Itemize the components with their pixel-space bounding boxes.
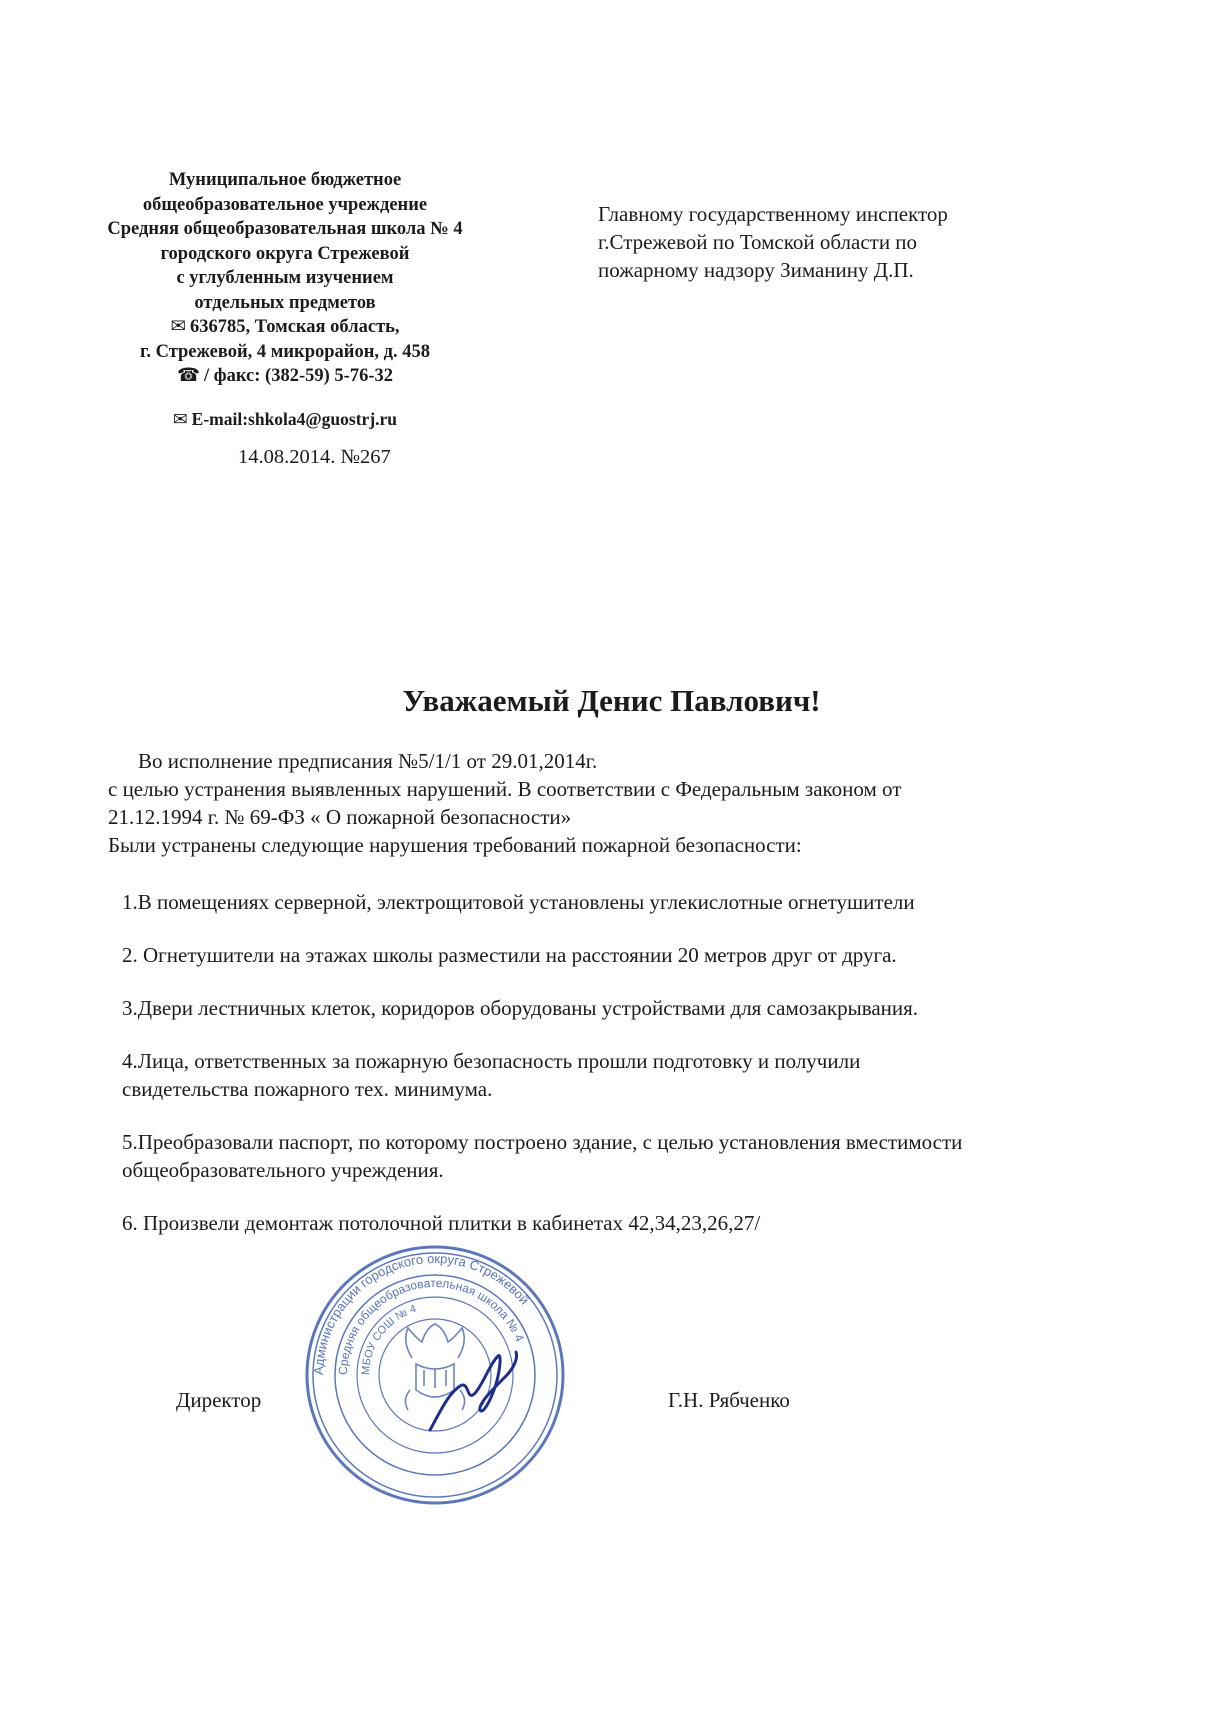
addressee-line: пожарному надзору Зиманину Д.П.: [598, 258, 914, 282]
signature-name: Г.Н. Рябченко: [668, 1388, 790, 1412]
email-text: E-mail:shkola4@guostrj.ru: [191, 408, 398, 429]
list-item-line: свидетельства пожарного тех. минимума.: [122, 1077, 493, 1101]
email-icon: ✉: [172, 408, 188, 429]
intro-line: Во исполнение предписания №5/1/1 от 29.01,2014г.: [138, 749, 598, 773]
stamp-inner-text: МБОУ СОШ № 4: [359, 1302, 418, 1376]
envelope-icon: ✉: [170, 317, 186, 337]
list-item-line: 5.Преобразовали паспорт, по которому построено здание, с целью установления вместимости: [122, 1130, 963, 1154]
list-item: [122, 1128, 1182, 1184]
sender-email-line: [80, 407, 490, 432]
sender-org-line: общеобразовательное учреждение: [142, 194, 428, 215]
intro-line: 21.12.1994 г. № 69-ФЗ « О пожарной безопасности»: [108, 805, 572, 829]
sender-phone-line: [80, 364, 490, 389]
stamp-outer-text: Администрации городского округа Стрежевой: [310, 1250, 533, 1376]
list-item-line: 6. Произвели демонтаж потолочной плитки в кабинетах 42,34,23,26,27/: [122, 1211, 761, 1235]
list-item: [122, 994, 1182, 1022]
list-item: [122, 1047, 1182, 1103]
salutation-heading: Уважаемый Денис Павлович!: [402, 683, 821, 718]
signature-block: [0, 1250, 1223, 1634]
list-item-line: 3.Двери лестничных клеток, коридоров оборудованы устройствами для самозакрывания.: [122, 996, 919, 1020]
sender-address-line: [80, 315, 490, 340]
addressee-block: [598, 200, 1158, 284]
phone-text: / факс: (382-59) 5-76-32: [204, 366, 393, 386]
addressee-line: г.Стрежевой по Томской области по: [598, 230, 918, 254]
handwritten-signature: [420, 1334, 530, 1444]
phone-icon: ☎: [177, 366, 201, 386]
list-item: [122, 1209, 1182, 1237]
stamp-middle-text: Средняя общеобразовательная школа № 4: [335, 1275, 527, 1376]
sender-org-line: Муниципальное бюджетное: [168, 170, 402, 190]
list-item-line: 2. Огнетушители на этажах школы разместили на расстоянии 20 метров друг от друга.: [122, 943, 897, 967]
address-line2: г. Стрежевой, 4 микрорайон, д. 458: [140, 341, 430, 362]
sender-org-line: отдельных предметов: [194, 292, 376, 313]
list-item-line: 1.В помещениях серверной, электрощитовой установлены углекислотные огнетушители: [122, 890, 915, 914]
violations-list: [122, 888, 1182, 1262]
list-item-line: 4.Лица, ответственных за пожарную безопасность прошли подготовку и получили: [122, 1049, 861, 1073]
sender-org-line: городского округа Стрежевой: [160, 243, 410, 264]
list-item-line: общеобразовательного учреждения.: [122, 1158, 444, 1182]
address-line1: 636785, Томская область,: [189, 317, 400, 337]
list-item: [122, 941, 1182, 969]
list-item: [122, 888, 1182, 916]
signature-title: Директор: [176, 1388, 262, 1412]
sender-org-line: Средняя общеобразовательная школа № 4: [107, 219, 463, 239]
sender-org-line: с углубленным изучением: [176, 268, 394, 288]
intro-paragraph: [108, 747, 1168, 859]
intro-line: Были устранены следующие нарушения требований пожарной безопасности:: [108, 833, 802, 857]
addressee-line: Главному государственному инспектор: [598, 202, 948, 226]
intro-line: с целью устранения выявленных нарушений. В соответствии с Федеральным законом от: [108, 777, 902, 801]
sender-block: [80, 168, 490, 470]
letter-date-number: 14.08.2014. №267: [238, 446, 391, 468]
